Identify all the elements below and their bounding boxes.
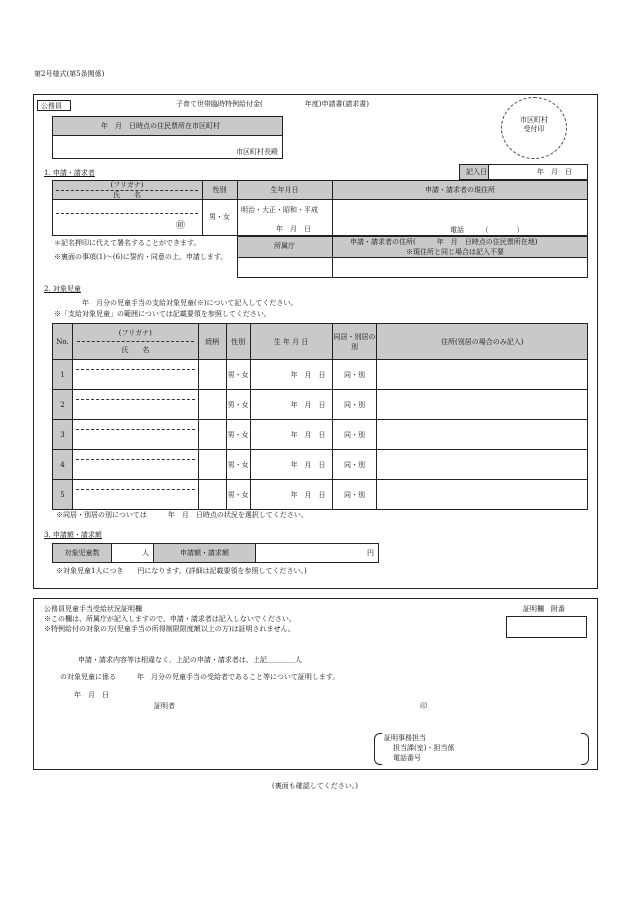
contact-line1: 証明事務担当 — [384, 734, 426, 742]
child-address-field[interactable] — [377, 420, 588, 450]
table-row — [53, 480, 588, 510]
applicant-name-field[interactable] — [53, 214, 201, 235]
col-dob: 生 年 月 日 — [250, 324, 332, 360]
child-relation-field[interactable] — [198, 420, 226, 450]
child-relation-field[interactable] — [198, 360, 226, 390]
reception-stamp: 市区町村 受付印 — [501, 97, 567, 159]
form-number: 第2号様式(第5条関係) — [34, 70, 105, 78]
amount-label: 申請額・請求額 — [153, 543, 256, 563]
current-address-field[interactable] — [333, 201, 587, 221]
child-address-field[interactable] — [377, 390, 588, 420]
contact-line3: 電話番号 — [393, 754, 421, 762]
certificate-body1: 申請・請求内容等は相違なく、上記の申請・請求者は、上記＿＿＿＿人 — [78, 656, 302, 664]
row-number: 5 — [53, 480, 73, 510]
certificate-note2: ※特例給付の対象の方(児童手当の所得制限限度額以上の方)は証明されません。 — [44, 625, 295, 633]
contact-bracket-left — [374, 733, 382, 765]
children-table — [52, 323, 588, 510]
child-count-label: 対象児童数 — [52, 543, 112, 563]
target-month-line: 年 月分の児童手当の支給対象児童(※)について記入してください。 — [82, 299, 298, 307]
applicant-gender[interactable]: 男・女 — [209, 213, 230, 221]
certificate-date[interactable]: 年 月 日 — [74, 691, 109, 699]
child-cohabit[interactable]: 同・別 — [332, 420, 377, 450]
applicant-name-label: 氏 名 — [113, 191, 141, 199]
children-header-row — [53, 324, 588, 360]
cohabit-footnote: ※同居・別居の別については 年 月 日時点の状況を選択してください。 — [56, 511, 308, 519]
table-row — [53, 450, 588, 480]
child-cohabit[interactable]: 同・別 — [332, 450, 377, 480]
applicant-furigana-label: (フリガナ) — [110, 181, 144, 189]
section2-heading: 2. 対象児童 — [44, 285, 81, 293]
signature-note: ＊記名押印に代えて署名することができます。 — [54, 239, 201, 247]
dob-label: 生年月日 — [270, 186, 299, 194]
certificate-number-field[interactable] — [506, 616, 587, 638]
consent-note: ※裏面の事項(1)～(6)に誓約・同意の上、申請します。 — [54, 253, 228, 261]
child-relation-field[interactable] — [198, 450, 226, 480]
child-dob[interactable]: 年 月 日 — [250, 480, 332, 510]
office-field[interactable] — [238, 259, 331, 277]
row-number: 3 — [53, 420, 73, 450]
col-address: 住所(別居の場合のみ記入) — [377, 324, 588, 360]
row-number: 4 — [53, 450, 73, 480]
child-name-field[interactable] — [72, 450, 198, 480]
child-relation-field[interactable] — [198, 390, 226, 420]
child-address-field[interactable] — [377, 480, 588, 510]
child-address-field[interactable] — [377, 450, 588, 480]
residence-municipality-field[interactable] — [52, 135, 283, 159]
address-label: 申請・請求者の現住所 — [425, 186, 495, 194]
child-gender[interactable]: 男・女 — [226, 450, 250, 480]
applicant-dob-field[interactable]: 年 月 日 — [276, 225, 311, 233]
table-row — [53, 420, 588, 450]
certificate-note1: ※この欄は、所属庁が記入しますので、申請・請求者は記入しないでください。 — [44, 615, 296, 623]
mayor-addressee: 市区町村長殿 — [236, 148, 278, 156]
certifier-label: 証明者 — [154, 702, 175, 710]
gender-label: 性別 — [212, 186, 227, 194]
row-number: 2 — [53, 390, 73, 420]
residence-municipality-label: 年 月 日時点の住民票所在市区町村 — [52, 116, 283, 136]
col-gender: 性別 — [226, 324, 250, 360]
child-cohabit[interactable]: 同・別 — [332, 360, 377, 390]
phone-field[interactable]: 電話 （ ） — [450, 226, 524, 234]
amount-note: ※対象児童1人につき 円になります。(詳細は記載要領を参照してください。) — [56, 567, 307, 575]
col-no: No. — [53, 324, 73, 360]
section3-heading: 3. 申請額・請求額 — [44, 531, 102, 539]
resident-address-label: 申請・請求者の住所( 年 月 日時点の住民票所在地) — [350, 238, 538, 246]
count-unit: 人 — [142, 549, 149, 557]
resident-address-note: ※現住所と同じ場合は記入不要 — [406, 248, 504, 256]
child-dob[interactable]: 年 月 日 — [250, 360, 332, 390]
certifier-seal: 印 — [420, 702, 427, 710]
child-count-field[interactable] — [111, 543, 154, 563]
col-furigana: (フリガナ) — [118, 329, 152, 337]
child-address-field[interactable] — [377, 360, 588, 390]
child-dob[interactable]: 年 月 日 — [250, 450, 332, 480]
era-options[interactable]: 明治・大正・昭和・平成 — [241, 206, 318, 214]
target-scope-note: ※「支給対象児童」の範囲については記載要領を参照してください。 — [54, 310, 271, 318]
entry-date-label: 記入日 — [459, 164, 489, 180]
child-dob[interactable]: 年 月 日 — [250, 390, 332, 420]
amount-unit: 円 — [367, 549, 374, 557]
contact-line2: 担当課(室)・担当係 — [393, 744, 455, 752]
child-dob[interactable]: 年 月 日 — [250, 420, 332, 450]
table-row — [53, 390, 588, 420]
certificate-title: 公務員児童手当受給状況証明欄 — [44, 605, 142, 613]
child-name-field[interactable] — [72, 360, 198, 390]
row-number: 1 — [53, 360, 73, 390]
child-gender[interactable]: 男・女 — [226, 360, 250, 390]
col-name — [72, 324, 198, 360]
child-name-field[interactable] — [72, 390, 198, 420]
child-gender[interactable]: 男・女 — [226, 480, 250, 510]
official-tag: 公務員 — [37, 100, 71, 111]
section1-heading: 1. 申請・請求者 — [44, 169, 95, 177]
col-name-label: 氏 名 — [121, 346, 150, 354]
col-cohabit: 同居・別居の別 — [332, 324, 377, 360]
child-name-field[interactable] — [72, 480, 198, 510]
child-name-field[interactable] — [72, 420, 198, 450]
amount-field[interactable] — [255, 543, 379, 563]
child-cohabit[interactable]: 同・別 — [332, 390, 377, 420]
certificate-body2: の対象児童に係る 年 月分の児童手当の受給者であること等について証明します。 — [60, 673, 340, 681]
contact-bracket-right — [581, 733, 589, 765]
child-gender[interactable]: 男・女 — [226, 390, 250, 420]
office-label: 所属庁 — [274, 242, 295, 250]
resident-address-field[interactable] — [333, 259, 587, 277]
footer-note: (裏面も確認してください。) — [272, 782, 358, 790]
table-row — [53, 360, 588, 390]
certificate-number-label: 証明欄 附番 — [523, 605, 565, 613]
seal-mark: ㊞ — [175, 221, 185, 231]
applicant-furigana-field[interactable] — [53, 201, 201, 213]
child-cohabit[interactable]: 同・別 — [332, 480, 377, 510]
col-relation: 続柄 — [198, 324, 226, 360]
child-relation-field[interactable] — [198, 480, 226, 510]
form-title: 子育て世帯臨時特例給付金( 年度)申請書(請求書) — [176, 100, 369, 108]
entry-date-field[interactable]: 年 月 日 — [488, 164, 588, 180]
child-gender[interactable]: 男・女 — [226, 420, 250, 450]
